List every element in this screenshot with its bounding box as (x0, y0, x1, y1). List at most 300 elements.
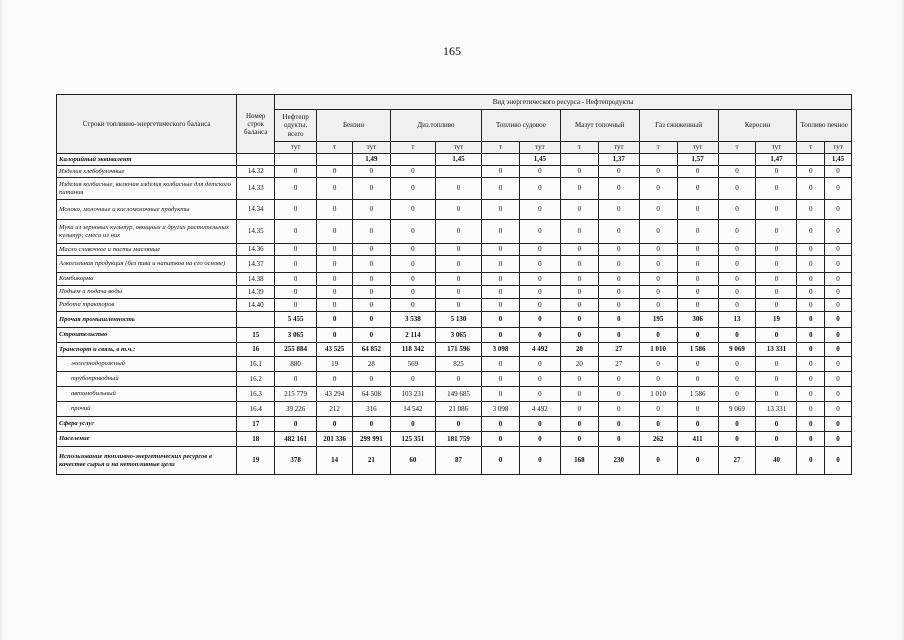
value-cell: 0 (519, 387, 560, 402)
row-code: 16.1 (237, 357, 275, 372)
value-cell: 0 (639, 357, 677, 372)
value-cell: 9 069 (718, 402, 756, 417)
value-cell: 0 (825, 200, 852, 220)
value-cell: 0 (560, 372, 598, 387)
caloric-value-cell: 1,45 (825, 154, 852, 166)
value-cell: 0 (598, 256, 639, 273)
value-cell: 0 (352, 200, 390, 220)
value-cell: 4 492 (519, 343, 560, 357)
value-cell: 0 (677, 417, 718, 432)
row-label: железнодорожный (57, 357, 237, 372)
unit-cell: тут (825, 142, 852, 154)
value-cell: 0 (677, 328, 718, 343)
value-cell: 0 (482, 299, 520, 312)
value-cell: 0 (598, 387, 639, 402)
table-row (57, 447, 852, 475)
caloric-row (57, 154, 852, 166)
value-cell: 0 (825, 387, 852, 402)
unit-cell: тут (275, 142, 317, 154)
value-cell: 0 (519, 432, 560, 447)
value-cell: 0 (435, 286, 481, 299)
value-cell: 0 (797, 357, 825, 372)
value-cell: 0 (519, 166, 560, 178)
value-cell: 0 (435, 244, 481, 256)
value-cell: 28 (352, 357, 390, 372)
row-label: Сфера услуг (57, 417, 237, 432)
value-cell: 0 (352, 244, 390, 256)
value-cell: 0 (797, 417, 825, 432)
value-cell: 0 (598, 244, 639, 256)
row-label: Строительство (57, 328, 237, 343)
value-cell: 0 (677, 256, 718, 273)
value-cell: 0 (718, 200, 756, 220)
value-cell: 0 (482, 417, 520, 432)
value-cell: 0 (482, 244, 520, 256)
table-row (57, 312, 852, 328)
value-cell: 0 (797, 312, 825, 328)
value-cell: 201 336 (317, 432, 353, 447)
value-cell: 0 (756, 286, 797, 299)
unit-cell: т (482, 142, 520, 154)
header-col-gasoline: Бензин (317, 110, 391, 142)
value-cell: 0 (718, 178, 756, 200)
value-cell: 0 (825, 402, 852, 417)
value-cell: 0 (482, 286, 520, 299)
table-body (57, 95, 852, 475)
header-col-fuel-oil: Мазут топочный (560, 110, 639, 142)
value-cell: 0 (352, 312, 390, 328)
value-cell: 0 (275, 178, 317, 200)
row-label: трубопроводный (57, 372, 237, 387)
value-cell: 0 (756, 328, 797, 343)
value-cell: 0 (797, 244, 825, 256)
value-cell: 0 (519, 312, 560, 328)
value-cell: 0 (317, 244, 353, 256)
value-cell: 0 (598, 178, 639, 200)
value-cell: 0 (317, 328, 353, 343)
value-cell: 0 (677, 372, 718, 387)
table-row (57, 432, 852, 447)
row-label: Подъем и подача воды (57, 286, 237, 299)
value-cell: 195 (639, 312, 677, 328)
value-cell: 118 342 (390, 343, 435, 357)
value-cell: 3 098 (482, 402, 520, 417)
value-cell: 0 (560, 387, 598, 402)
value-cell: 1 586 (677, 343, 718, 357)
value-cell: 569 (390, 357, 435, 372)
value-cell: 0 (797, 200, 825, 220)
unit-cell: т (317, 142, 353, 154)
value-cell: 3 098 (482, 343, 520, 357)
table-row (57, 273, 852, 286)
value-cell: 14 542 (390, 402, 435, 417)
value-cell: 0 (677, 273, 718, 286)
value-cell: 0 (390, 372, 435, 387)
caloric-value-cell (560, 154, 598, 166)
value-cell: 2 114 (390, 328, 435, 343)
value-cell: 0 (825, 357, 852, 372)
value-cell: 0 (797, 328, 825, 343)
value-cell: 0 (317, 166, 353, 178)
value-cell: 0 (825, 220, 852, 244)
unit-cell: тут (352, 142, 390, 154)
value-cell: 0 (560, 432, 598, 447)
value-cell: 27 (598, 357, 639, 372)
table-row (57, 166, 852, 178)
value-cell: 0 (275, 372, 317, 387)
value-cell: 215 779 (275, 387, 317, 402)
value-cell: 60 (390, 447, 435, 475)
value-cell: 9 069 (718, 343, 756, 357)
value-cell: 482 161 (275, 432, 317, 447)
value-cell: 0 (756, 417, 797, 432)
caloric-value-cell: 1,47 (756, 154, 797, 166)
table-row (57, 256, 852, 273)
value-cell: 19 (756, 312, 797, 328)
value-cell: 0 (519, 372, 560, 387)
value-cell: 0 (275, 244, 317, 256)
value-cell: 40 (756, 447, 797, 475)
row-code (237, 312, 275, 328)
row-label: Население (57, 432, 237, 447)
row-code: 14.36 (237, 244, 275, 256)
page-number: 165 (443, 44, 461, 58)
value-cell: 0 (275, 273, 317, 286)
value-cell: 0 (825, 312, 852, 328)
value-cell: 0 (718, 220, 756, 244)
value-cell: 0 (519, 417, 560, 432)
value-cell: 0 (519, 200, 560, 220)
header-col-marine-fuel: Топливо судовое (482, 110, 561, 142)
value-cell: 0 (598, 166, 639, 178)
row-code: 14.37 (237, 256, 275, 273)
header-col-lpg: Газ сжиженный (639, 110, 718, 142)
header-col-total: Нефтепр одукты, всего (275, 110, 317, 142)
table-row (57, 220, 852, 244)
value-cell: 39 226 (275, 402, 317, 417)
value-cell: 0 (825, 343, 852, 357)
value-cell: 20 (560, 357, 598, 372)
value-cell: 0 (482, 372, 520, 387)
caloric-value-cell: 1,37 (598, 154, 639, 166)
value-cell: 0 (560, 273, 598, 286)
value-cell: 0 (797, 432, 825, 447)
value-cell: 0 (797, 447, 825, 475)
value-cell: 0 (560, 220, 598, 244)
value-cell: 3 065 (435, 328, 481, 343)
table-row (57, 286, 852, 299)
value-cell: 0 (482, 432, 520, 447)
value-cell: 0 (639, 328, 677, 343)
value-cell: 168 (560, 447, 598, 475)
value-cell: 0 (825, 178, 852, 200)
value-cell: 0 (560, 286, 598, 299)
value-cell: 0 (797, 178, 825, 200)
value-cell: 0 (519, 244, 560, 256)
value-cell: 0 (560, 200, 598, 220)
value-cell: 0 (756, 200, 797, 220)
caloric-value-cell (275, 154, 317, 166)
value-cell: 0 (482, 178, 520, 200)
row-code: 18 (237, 432, 275, 447)
row-label: Использование топливно-энергетических ресурсов в качестве сырья и на нетопливные цели (57, 447, 237, 475)
value-cell: 0 (390, 220, 435, 244)
value-cell: 0 (677, 200, 718, 220)
value-cell: 0 (435, 200, 481, 220)
value-cell: 0 (560, 166, 598, 178)
value-cell: 0 (825, 244, 852, 256)
value-cell: 0 (598, 299, 639, 312)
value-cell: 0 (435, 299, 481, 312)
value-cell: 0 (390, 200, 435, 220)
value-cell: 0 (275, 200, 317, 220)
value-cell: 0 (390, 299, 435, 312)
value-cell: 0 (317, 372, 353, 387)
value-cell: 0 (598, 372, 639, 387)
value-cell: 0 (352, 328, 390, 343)
row-code: 16.2 (237, 372, 275, 387)
value-cell: 0 (797, 299, 825, 312)
value-cell: 0 (352, 372, 390, 387)
value-cell: 0 (825, 256, 852, 273)
value-cell: 0 (825, 273, 852, 286)
caloric-value-cell (482, 154, 520, 166)
value-cell: 0 (825, 447, 852, 475)
value-cell: 0 (317, 220, 353, 244)
table-row (57, 402, 852, 417)
value-cell: 0 (718, 256, 756, 273)
value-cell: 0 (560, 178, 598, 200)
value-cell: 13 331 (756, 343, 797, 357)
value-cell: 0 (317, 178, 353, 200)
value-cell: 43 525 (317, 343, 353, 357)
value-cell: 316 (352, 402, 390, 417)
value-cell: 0 (756, 220, 797, 244)
value-cell: 411 (677, 432, 718, 447)
value-cell: 0 (519, 256, 560, 273)
value-cell: 0 (352, 220, 390, 244)
row-code: 17 (237, 417, 275, 432)
table-row (57, 357, 852, 372)
value-cell: 0 (825, 286, 852, 299)
value-cell: 1 586 (677, 387, 718, 402)
value-cell: 0 (639, 372, 677, 387)
value-cell: 0 (718, 328, 756, 343)
value-cell: 0 (519, 328, 560, 343)
value-cell: 0 (639, 244, 677, 256)
value-cell: 0 (435, 273, 481, 286)
value-cell: 0 (317, 256, 353, 273)
value-cell: 14 (317, 447, 353, 475)
caloric-label: Калорийный эквивалент (57, 154, 237, 166)
value-cell: 0 (797, 166, 825, 178)
value-cell: 0 (639, 402, 677, 417)
unit-cell: т (560, 142, 598, 154)
value-cell: 0 (598, 402, 639, 417)
value-cell: 0 (482, 312, 520, 328)
fuel-energy-balance-table (56, 94, 852, 475)
value-cell: 64 852 (352, 343, 390, 357)
value-cell: 0 (317, 273, 353, 286)
value-cell: 0 (275, 166, 317, 178)
caloric-value-cell: 1,49 (352, 154, 390, 166)
table-row (57, 387, 852, 402)
value-cell: 0 (560, 256, 598, 273)
value-cell: 0 (352, 166, 390, 178)
value-cell: 0 (797, 256, 825, 273)
value-cell: 0 (482, 220, 520, 244)
value-cell: 0 (718, 387, 756, 402)
value-cell: 27 (718, 447, 756, 475)
unit-cell: тут (598, 142, 639, 154)
value-cell: 0 (482, 273, 520, 286)
value-cell: 0 (718, 286, 756, 299)
value-cell: 3 538 (390, 312, 435, 328)
table-row (57, 244, 852, 256)
value-cell: 0 (482, 328, 520, 343)
value-cell: 43 294 (317, 387, 353, 402)
value-cell: 0 (275, 299, 317, 312)
value-cell: 0 (756, 432, 797, 447)
value-cell: 0 (639, 178, 677, 200)
value-cell: 0 (756, 178, 797, 200)
row-code: 14.34 (237, 200, 275, 220)
value-cell: 19 (317, 357, 353, 372)
value-cell: 0 (560, 328, 598, 343)
value-cell: 13 331 (756, 402, 797, 417)
unit-cell: тут (435, 142, 481, 154)
header-col-diesel: Диз.топливо (390, 110, 481, 142)
table-row (57, 417, 852, 432)
value-cell: 0 (482, 256, 520, 273)
row-label: Молоко, молочные и кисломолочные продукты (57, 200, 237, 220)
row-label: автомобильный (57, 387, 237, 402)
header-col-furnace-fuel: Топливо печное (797, 110, 852, 142)
value-cell: 262 (639, 432, 677, 447)
value-cell: 0 (519, 286, 560, 299)
unit-cell: т (718, 142, 756, 154)
row-code: 16.3 (237, 387, 275, 402)
header-col-kerosene: Керосин (718, 110, 797, 142)
value-cell: 0 (756, 387, 797, 402)
value-cell: 0 (825, 372, 852, 387)
value-cell: 0 (598, 220, 639, 244)
row-code: 14.39 (237, 286, 275, 299)
caloric-code (237, 154, 275, 166)
value-cell: 0 (482, 357, 520, 372)
value-cell: 0 (825, 432, 852, 447)
table-row (57, 343, 852, 357)
value-cell: 0 (519, 220, 560, 244)
value-cell: 0 (639, 256, 677, 273)
value-cell: 0 (519, 447, 560, 475)
header-group-title: Вид энергетического ресурса - Нефтепродукты (275, 95, 852, 110)
value-cell: 0 (560, 299, 598, 312)
value-cell: 0 (435, 372, 481, 387)
value-cell: 125 351 (390, 432, 435, 447)
value-cell: 0 (482, 200, 520, 220)
caloric-value-cell: 1,45 (435, 154, 481, 166)
value-cell: 0 (677, 166, 718, 178)
value-cell: 0 (435, 220, 481, 244)
value-cell: 103 231 (390, 387, 435, 402)
table-row (57, 178, 852, 200)
row-label: Масло сливочное и пасты масляные (57, 244, 237, 256)
caloric-value-cell (317, 154, 353, 166)
value-cell: 0 (718, 417, 756, 432)
value-cell: 13 (718, 312, 756, 328)
value-cell: 0 (756, 299, 797, 312)
table-row (57, 328, 852, 343)
value-cell: 0 (390, 166, 435, 178)
value-cell: 0 (352, 178, 390, 200)
table-row (57, 372, 852, 387)
row-code: 14.35 (237, 220, 275, 244)
value-cell: 21 086 (435, 402, 481, 417)
row-label: Мука из зерновых культур, овощных и других растительных культур; смеси из них (57, 220, 237, 244)
row-label: Работа тракторов (57, 299, 237, 312)
value-cell: 0 (598, 432, 639, 447)
value-cell: 0 (756, 256, 797, 273)
value-cell: 0 (275, 417, 317, 432)
caloric-value-cell (639, 154, 677, 166)
row-label: Алкогольная продукция (без пива и напитков на его основе) (57, 256, 237, 273)
row-code: 14.40 (237, 299, 275, 312)
unit-cell: т (797, 142, 825, 154)
value-cell: 0 (317, 417, 353, 432)
caloric-value-cell: 1,45 (519, 154, 560, 166)
value-cell: 0 (825, 299, 852, 312)
value-cell: 0 (560, 312, 598, 328)
value-cell: 0 (639, 447, 677, 475)
value-cell: 0 (317, 200, 353, 220)
value-cell: 306 (677, 312, 718, 328)
value-cell: 5 455 (275, 312, 317, 328)
value-cell: 255 884 (275, 343, 317, 357)
value-cell: 181 759 (435, 432, 481, 447)
value-cell: 0 (756, 357, 797, 372)
value-cell: 0 (677, 286, 718, 299)
table-row (57, 299, 852, 312)
value-cell: 64 508 (352, 387, 390, 402)
value-cell: 0 (598, 312, 639, 328)
row-label: Изделия хлебобулочные (57, 166, 237, 178)
value-cell: 0 (560, 417, 598, 432)
value-cell: 0 (756, 244, 797, 256)
value-cell: 0 (756, 166, 797, 178)
row-code: 16 (237, 343, 275, 357)
row-label: Транспорт и связь, в т.ч.: (57, 343, 237, 357)
caloric-value-cell (718, 154, 756, 166)
value-cell: 0 (718, 166, 756, 178)
value-cell: 0 (825, 417, 852, 432)
caloric-value-cell (797, 154, 825, 166)
value-cell: 0 (639, 286, 677, 299)
header-line-no: Номер строк баланса (237, 95, 275, 154)
value-cell: 0 (435, 256, 481, 273)
value-cell: 0 (677, 220, 718, 244)
value-cell: 0 (677, 178, 718, 200)
value-cell: 0 (639, 417, 677, 432)
value-cell: 212 (317, 402, 353, 417)
value-cell: 0 (797, 286, 825, 299)
row-code: 14.38 (237, 273, 275, 286)
caloric-value-cell (390, 154, 435, 166)
value-cell: 0 (390, 286, 435, 299)
row-label: Комбикорма (57, 273, 237, 286)
value-cell: 0 (797, 402, 825, 417)
value-cell: 0 (598, 286, 639, 299)
